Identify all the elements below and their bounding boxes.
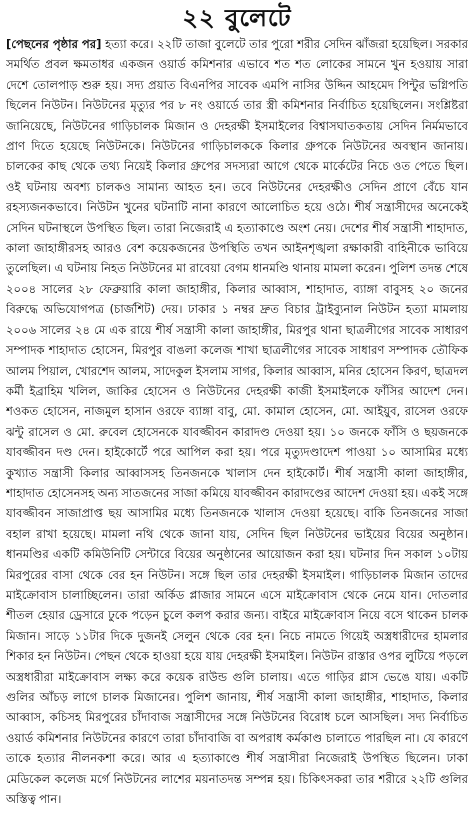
article-text: হত্যা করে। ২২টি তাজা বুলেটে তার পুরো শরীর সেদিন ঝাঁজরা হয়েছিল। সরকার সমর্থিত প্রবল ক্ষমতাধর একজন ওয়ার্ড কমিশনার এভাবে শত শত লোকের সামনে খুন হওয়ায় সারা দেশে তোলপাড় শুরু হয়। সদ্য প্রয়াত বিএনপির সাবেক এমপি নাসির উদ্দিন আহমেদ পিন্টুর ভগ্নিপতি ছিলেন নিউটন। নিউটনের মৃত্যুর পর ৮ নং ওয়ার্ডে তার স্ত্রী কমিশনার নির্বাচিত হয়েছিলেন। সংশ্লিষ্টরা জানিয়েছে, নিউটনের গাড়িচালক মিজান ও দেহরক্ষী ইসমাইলের বিশ্বাসঘাতকতায় সেদিন নির্মমভাবে প্রাণ দিতে হয়েছে নিউটনকে। নিউটনের গাড়িচালককে কিলার গ্রুপকে নিউটনের অবস্থান জানায়। চালকের কাছ থেকে তথ্য নিয়েই কিলার গ্রুপের সদস্যরা আগে থেকে মার্কেটের নিচে ওত পেতে ছিল। ওই ঘটনায় অবশ্য চালকও সামান্য আহত হন। তবে নিউটনের দেহরক্ষীও সেদিন প্রাণে বেঁচে যান রহস্যজনকভাবে। নিউটন খুনের ঘটনাটি নানা কারণে আলোচিত হয়ে ওঠে। শীর্ষ সন্ত্রাসীদের অনেকেই সেদিন ঘটনাস্থলে উপস্থিত ছিল। তারা নিজেরাই এ হত্যাকাণ্ডে অংশ নেয়। দেশের শীর্ষ সন্ত্রাসী শাহাদাত, কালা জাহাঙ্গীরসহ আরও বেশ কয়েকজনের উপস্থিতি তখন আইনশৃঙ্খলা রক্ষাকারী বাহিনীকে ভাবিয়ে তুলেছিল। এ ঘটনায় নিহত নিউটনের মা রাবেয়া বেগম ধানমণ্ডি থানায় মামলা করেন। পুলিশ তদন্ত শেষে ২০০৪ সালের ২৮ ফেব্রুয়ারি কালা জাহাঙ্গীর, কিলার আব্বাস, শাহাদাত, ব্যাঙ্গা বাবুসহ ২০ জনের বিরুদ্ধে অভিযোগপত্র (চার্জশিট) দেয়। ঢাকার ১ নম্বর দ্রুত বিচার ট্রাইব্যুনাল নিউটন হত্যা মামলায় ২০০৬ সালের ২৪ মে এক রায়ে শীর্ষ সন্ত্রাসী কালা জাহাঙ্গীর, মিরপুর থানা ছাত্রলীগের সাবেক সাধারণ সম্পাদক শাহাদাত হোসেন, মিরপুর বাঙলা কলেজ শাখা ছাত্রলীগের সাবেক সাধারণ সম্পাদক তৌফিক আলম পিয়াল, খোরশেদ আলম, সাদেকুল ইসলাম সাগর, কিলার আব্বাস, মনির হোসেন কিরণ, ছাত্রদল কর্মী ইব্রাহিম খলিল, জাকির হোসেন ও নিউটনের দেহরক্ষী কাজী ইসমাইলকে ফাঁসির আদেশ দেন। শওকত হোসেন, নাজমুল হাসান ওরফে ব্যাঙ্গা বাবু, মো. কামাল হোসেন, মো. আইয়ুব, রাসেল ওরফে ঝন্টু রাসেল ও মো. রুবেল হোসেনকে যাবজ্জীবন কারাদণ্ড দেওয়া হয়। ১০ জনকে ফাঁসি ও ছয়জনকে যাবজ্জীবন দণ্ড দেন। হাইকোর্টে পরে আপিল করা হয়। পরে মৃত্যুদণ্ডাদেশ পাওয়া ১০ আসামির মধ্যে কুখ্যাত সন্ত্রাসী কিলার আব্বাসসহ তিনজনকে খালাস দেন হাইকোর্ট। শীর্ষ সন্ত্রাসী কালা জাহাঙ্গীর, শাহাদাত হোসেনসহ অন্য সাতজনের সাজা কমিয়ে যাবজ্জীবন কারাদণ্ডের আদেশ দেওয়া হয়। একই সঙ্গে যাবজ্জীবন সাজাপ্রাপ্ত ছয় আসামির মধ্যে তিনজনকে খালাস দেওয়া হয়েছে। বাকি তিনজনের সাজা বহাল রাখা হয়েছে। মামলা নথি থেকে জানা যায়, সেদিন ছিল নিউটনের ভাইয়ের বিয়ের অনুষ্ঠান। ধানমণ্ডির একটি কমিউনিটি সেন্টারে বিয়ের অনুষ্ঠানের আয়োজন করা হয়। ঘটনার দিন সকাল ১০টায় মিরপুরের বাসা থেকে বের হন নিউটন। সঙ্গে ছিল তার দেহরক্ষী ইসমাইল। গাড়িচালক মিজান তাদের মাইক্রোবাস চালাচ্ছিলেন। তারা অর্কিড প্লাজার সামনে এসে মাইক্রোবাস থেকে নেমে যান। দোতলার শীতল হেয়ার ড্রেসারে ঢুকে পড়েন চুলে কলপ করার জন্য। বাইরে মাইক্রোবাস নিয়ে বসে থাকেন চালক মিজান। সাড়ে ১১টার দিকে দুজনই সেলুন থেকে বের হন। নিচে নামতে গিয়েই অস্ত্রধারীদের হামলার শিকার হন নিউটন। পেছন থেকে হাওয়া হয়ে যায় দেহরক্ষী ইসমাইল। নিউটন রাস্তার ওপর লুটিয়ে পড়লে অস্ত্রধারীরা মাইক্রোবাস লক্ষ্য করে কয়েক রাউন্ড গুলি চালায়। এতে গাড়ির গ্লাস ভেঙে যায়। একটি গুলির আঁচড় লাগে চালক মিজানের। পুলিশ জানায়, শীর্ষ সন্ত্রাসী কালা জাহাঙ্গীর, শাহাদাত, কিলার আব্বাস, কচিসহ মিরপুরের চাঁদাবাজ সন্ত্রাসীদের সঙ্গে নিউটনের বিরোধ চলে আসছিল। সদ্য নির্বাচিত ওয়ার্ড কমিশনার নিউটনের কারণে তারা চাঁদাবাজি বা অপরাধ কর্মকাণ্ড চালাতে পারছিল না। যে কারণে তাকে হত্যার নীলনকশা করে। আর এ হত্যাকাণ্ডে শীর্ষ সন্ত্রাসীরা নিজেরাই উপস্থিত ছিলেন। ঢাকা মেডিকেল কলেজ মর্গে নিউটনের লাশের ময়নাতদন্ত সম্পন্ন হয়। চিকিৎসকরা তার শরীরে ২২টি গুলির অস্তিত্ব পান।	[6, 37, 468, 807]
article-body	[6, 34, 468, 834]
continued-from-label: [পেছনের পৃষ্ঠার পর]	[6, 37, 102, 51]
headline: ২২ বুলেটে	[182, 3, 292, 32]
